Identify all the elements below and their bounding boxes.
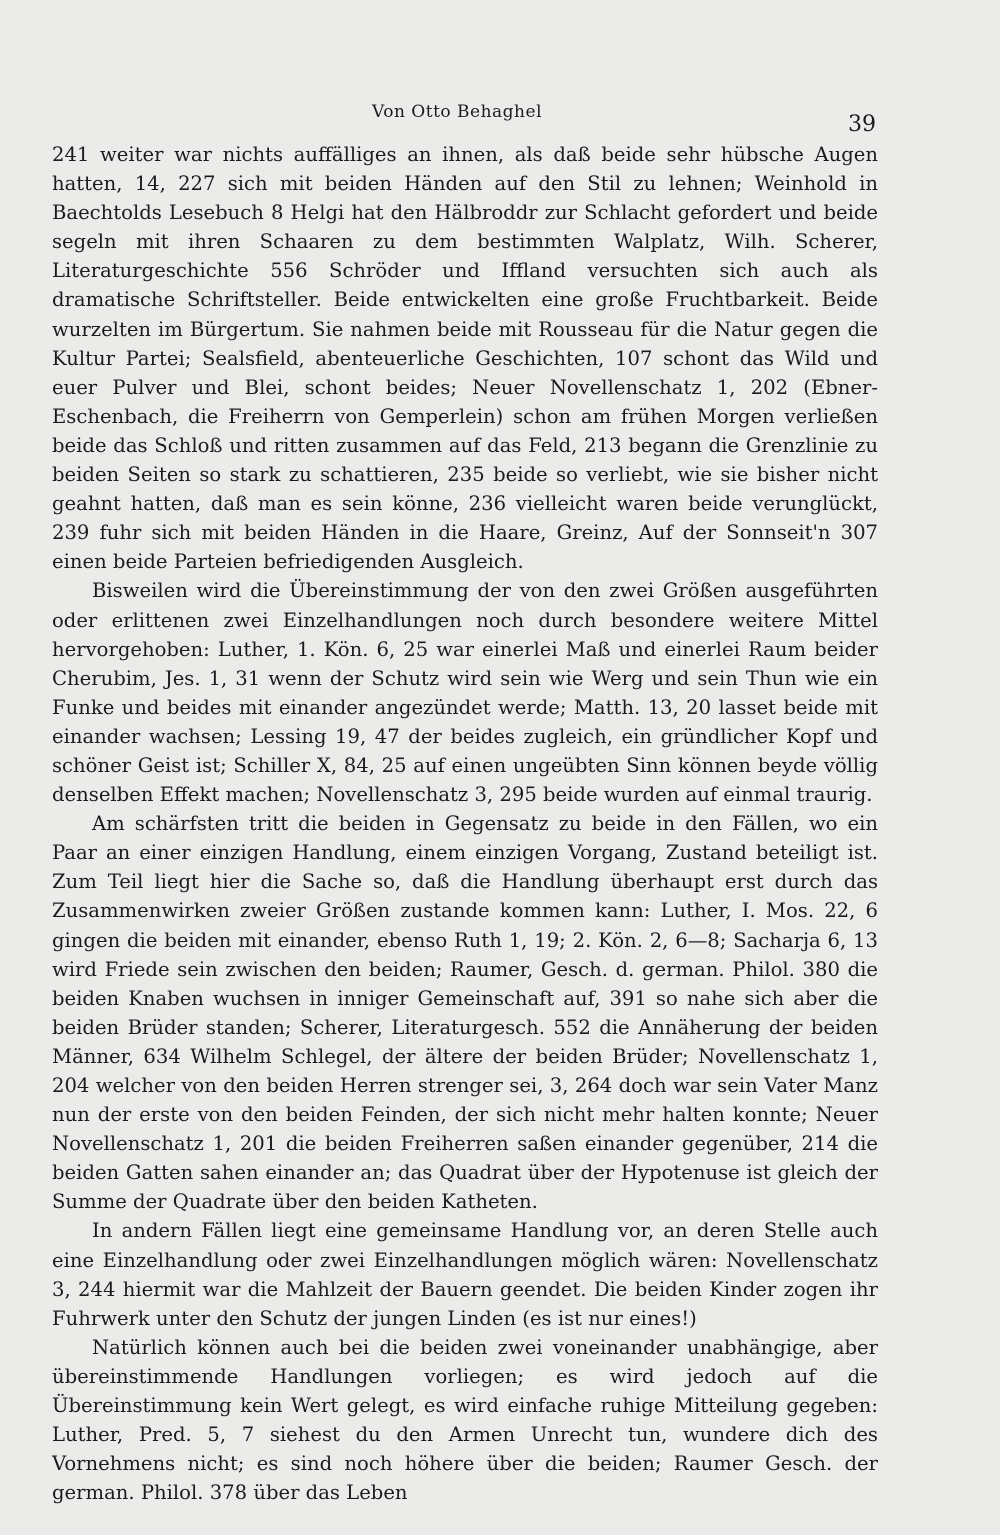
page-header	[0, 98, 1000, 137]
page-number: 39	[848, 112, 876, 137]
paragraph-1: 241 weiter war nichts auffälliges an ihnen, als daß beide sehr hübsche Augen hatten, 14, 227 sich mit beiden Händen auf den Stil zu lehnen; Weinhold in Baechtolds Lesebuch 8 Helgi hat den Hälbroddr zur Schlacht gefordert und beide segeln mit ihren Schaaren zu dem bestimmten Walplatz, Wilh. Scherer, Literaturgeschichte 556 Schröder und Iffland versuchten sich auch als dramatische Schriftsteller. Beide entwickelten eine große Fruchtbarkeit. Beide wurzelten im Bürgertum. Sie nahmen beide mit Rousseau für die Natur gegen die Kultur Partei; Sealsfield, abenteuerliche Geschichten, 107 schont das Wild und euer Pulver und Blei, schont beides; Neuer Novellenschatz 1, 202 (Ebner-Eschenbach, die Freiherrn von Gemperlein) schon am frühen Morgen verließen beide das Schloß und ritten zusammen auf das Feld, 213 begann die Grenzlinie zu beiden Seiten so stark zu schattieren, 235 beide so verliebt, wie sie bisher nicht geahnt hatten, daß man es sein könne, 236 vielleicht waren beide verunglückt, 239 fuhr sich mit beiden Händen in die Haare, Greinz, Auf der Sonnseit'n 307 einen beide Parteien befriedigenden Ausgleich.	[52, 143, 878, 574]
body-text	[52, 140, 878, 1507]
paragraph-4: In andern Fällen liegt eine gemeinsame Handlung vor, an deren Stelle auch eine Einzelhandlung oder zwei Einzelhandlungen möglich wären: Novellenschatz 3, 244 hiermit war die Mahlzeit der Bauern geendet. Die beiden Kinder zogen ihr Fuhrwerk unter den Schutz der jungen Linden (es ist nur eines!)	[52, 1219, 878, 1330]
running-head: Von Otto Behaghel	[372, 102, 543, 122]
paragraph-5: Natürlich können auch bei die beiden zwei voneinander unabhängige, aber übereinstimmende Handlungen vorliegen; es wird jedoch auf die Übereinstimmung kein Wert gelegt, es wird einfache ruhige Mitteilung gegeben: Luther, Pred. 5, 7 siehest du den Armen Unrecht tun, wundere dich des Vornehmens nicht; es sind noch höhere über die beiden; Raumer Gesch. der german. Philol. 378 über das Leben	[52, 1335, 878, 1505]
paragraph-3: Am schärfsten tritt die beiden in Gegensatz zu beide in den Fällen, wo ein Paar an einer einzigen Handlung, einem einzigen Vorgang, Zustand beteiligt ist. Zum Teil liegt hier die Sache so, daß die Handlung überhaupt erst durch das Zusammenwirken zweier Größen zustande kommen kann: Luther, I. Mos. 22, 6 gingen die beiden mit einander, ebenso Ruth 1, 19; 2. Kön. 2, 6—8; Sacharja 6, 13 wird Friede sein zwischen den beiden; Raumer, Gesch. d. german. Philol. 380 die beiden Knaben wuchsen in inniger Gemeinschaft auf, 391 so nahe sich aber die beiden Brüder standen; Scherer, Literaturgesch. 552 die Annäherung der beiden Männer, 634 Wilhelm Schlegel, der ältere der beiden Brüder; Novellenschatz 1, 204 welcher von den beiden Herren strenger sei, 3, 264 doch war sein Vater Manz nun der erste von den beiden Feinden, der sich nicht mehr halten konnte; Neuer Novellenschatz 1, 201 die beiden Freiherren saßen einander gegenüber, 214 die beiden Gatten sahen einander an; das Quadrat über der Hypotenuse ist gleich der Summe der Quadrate über den beiden Katheten.	[52, 812, 878, 1214]
paragraph-2: Bisweilen wird die Übereinstimmung der von den zwei Größen ausgeführten oder erlittenen zwei Einzelhandlungen noch durch besondere weitere Mittel hervorgehoben: Luther, 1. Kön. 6, 25 war einerlei Maß und einerlei Raum beider Cherubim, Jes. 1, 31 wenn der Schutz wird sein wie Werg und sein Thun wie ein Funke und beides mit einander angezündet werde; Matth. 13, 20 lasset beide mit einander wachsen; Lessing 19, 47 der beides zugleich, ein gründlicher Kopf und schöner Geist ist; Schiller X, 84, 25 auf einen ungeübten Sinn können beyde völlig denselben Effekt machen; Novellenschatz 3, 295 beide wurden auf einmal traurig.	[52, 579, 878, 807]
